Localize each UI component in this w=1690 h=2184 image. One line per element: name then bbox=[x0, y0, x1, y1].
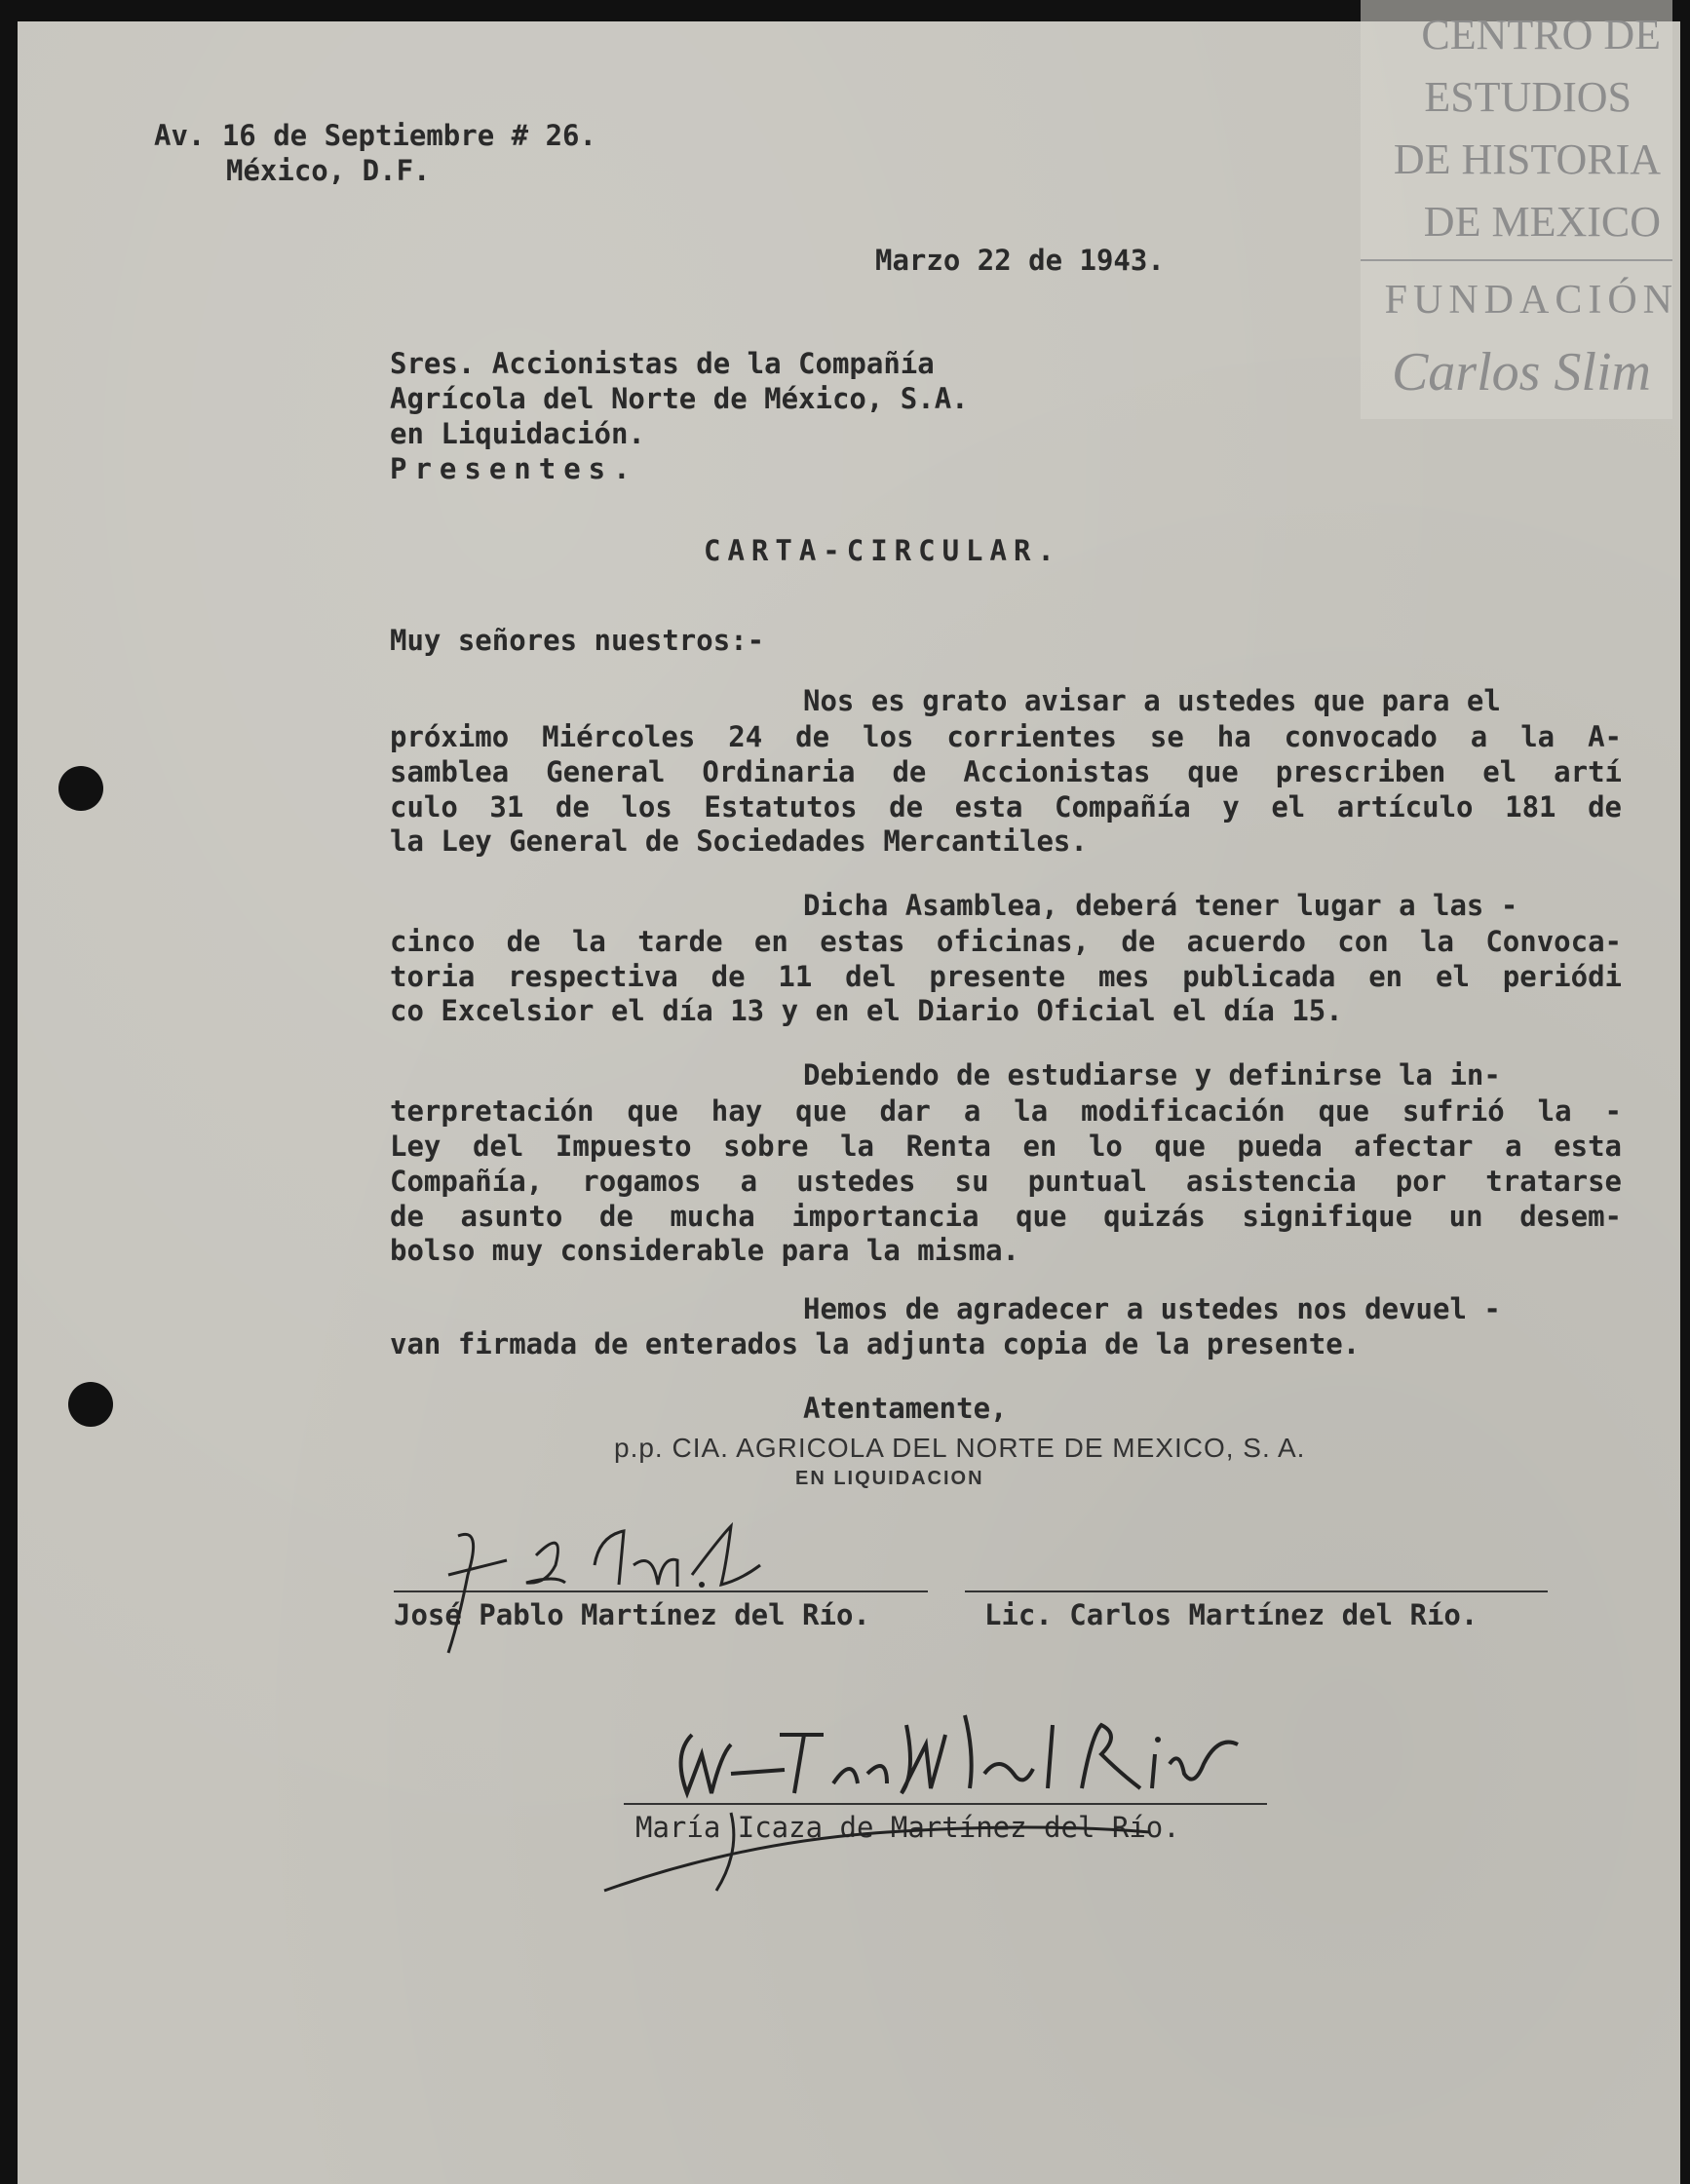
paragraph-1-line-4: culo 31 de los Estatutos de esta Compañía y el artículo 181 de bbox=[390, 790, 1622, 824]
paragraph-3-line-3: Ley del Impuesto sobre la Renta en lo que pueda afectar a esta bbox=[390, 1130, 1622, 1163]
signatory-1: José Pablo Martínez del Río. bbox=[394, 1598, 870, 1631]
handwritten-signature-2 bbox=[595, 1696, 1296, 1900]
watermark-line-5: FUNDACIÓN bbox=[1384, 278, 1678, 323]
handwritten-signature-1 bbox=[429, 1507, 799, 1663]
paragraph-2-line-1: Dicha Asamblea, deberá tener lugar a las - bbox=[803, 889, 1518, 922]
paragraph-2-line-4: co Excelsior el día 13 y en el Diario Oficial el día 15. bbox=[390, 994, 1343, 1027]
paragraph-3-line-5: de asunto de mucha importancia que quizás signifique un desem- bbox=[390, 1200, 1622, 1233]
recipient-line-2: Agrícola del Norte de México, S.A. bbox=[390, 382, 969, 415]
watermark-line-3: DE HISTORIA bbox=[1393, 135, 1661, 183]
signatory-3: María Icaza de Martínez del Río. bbox=[635, 1811, 1180, 1844]
sender-address-line-2: México, D.F. bbox=[226, 154, 431, 187]
company-stamp: p.p. CIA. AGRICOLA DEL NORTE DE MEXICO, S. A. bbox=[614, 1433, 1306, 1463]
paragraph-1-line-2: próximo Miércoles 24 de los corrientes se ha convocado a la A- bbox=[390, 720, 1622, 753]
paragraph-1-line-5: la Ley General de Sociedades Mercantiles. bbox=[390, 824, 1088, 858]
paragraph-1-line-1: Nos es grato avisar a ustedes que para el bbox=[803, 684, 1501, 717]
paragraph-4-line-2: van firmada de enterados la adjunta copia de la presente. bbox=[390, 1327, 1361, 1360]
salutation: Muy señores nuestros:- bbox=[390, 624, 765, 657]
company-stamp-status: EN LIQUIDACION bbox=[795, 1468, 984, 1489]
paragraph-3-line-6: bolso muy considerable para la misma. bbox=[390, 1234, 1020, 1267]
paragraph-1-line-3: samblea General Ordinaria de Accionistas que prescriben el artí bbox=[390, 755, 1622, 788]
recipient-line-3: en Liquidación. bbox=[390, 417, 645, 450]
signatory-2: Lic. Carlos Martínez del Río. bbox=[984, 1598, 1479, 1631]
watermark-line-1: CENTRO DE bbox=[1421, 11, 1661, 58]
letter-date: Marzo 22 de 1943. bbox=[875, 244, 1165, 277]
sender-address-line-1: Av. 16 de Septiembre # 26. bbox=[154, 119, 596, 152]
punch-hole-bottom bbox=[68, 1382, 113, 1427]
watermark-line-4: DE MEXICO bbox=[1423, 198, 1661, 246]
closing: Atentamente, bbox=[803, 1392, 1008, 1425]
paragraph-3-line-4: Compañía, rogamos a ustedes su puntual asistencia por tratarse bbox=[390, 1165, 1622, 1198]
paragraph-2-line-2: cinco de la tarde en estas oficinas, de acuerdo con la Convoca- bbox=[390, 925, 1622, 958]
watermark-line-6: Carlos Slim bbox=[1391, 342, 1651, 402]
signature-line-2 bbox=[965, 1590, 1548, 1592]
paragraph-4-line-1: Hemos de agradecer a ustedes nos devuel - bbox=[803, 1292, 1501, 1325]
punch-hole-top bbox=[58, 766, 103, 811]
watermark-line-2: ESTUDIOS bbox=[1424, 73, 1632, 121]
paragraph-3-line-1: Debiendo de estudiarse y definirse la in- bbox=[803, 1058, 1501, 1092]
watermark-rule bbox=[1361, 259, 1672, 261]
paragraph-3-line-2: terpretación que hay que dar a la modificación que sufrió la - bbox=[390, 1094, 1622, 1128]
letter-heading: CARTA-CIRCULAR. bbox=[704, 534, 1061, 567]
recipient-line-4: Presentes. bbox=[390, 452, 638, 485]
recipient-line-1: Sres. Accionistas de la Compañía bbox=[390, 347, 935, 380]
paragraph-2-line-3: toria respectiva de 11 del presente mes publicada en el periódi bbox=[390, 960, 1622, 993]
